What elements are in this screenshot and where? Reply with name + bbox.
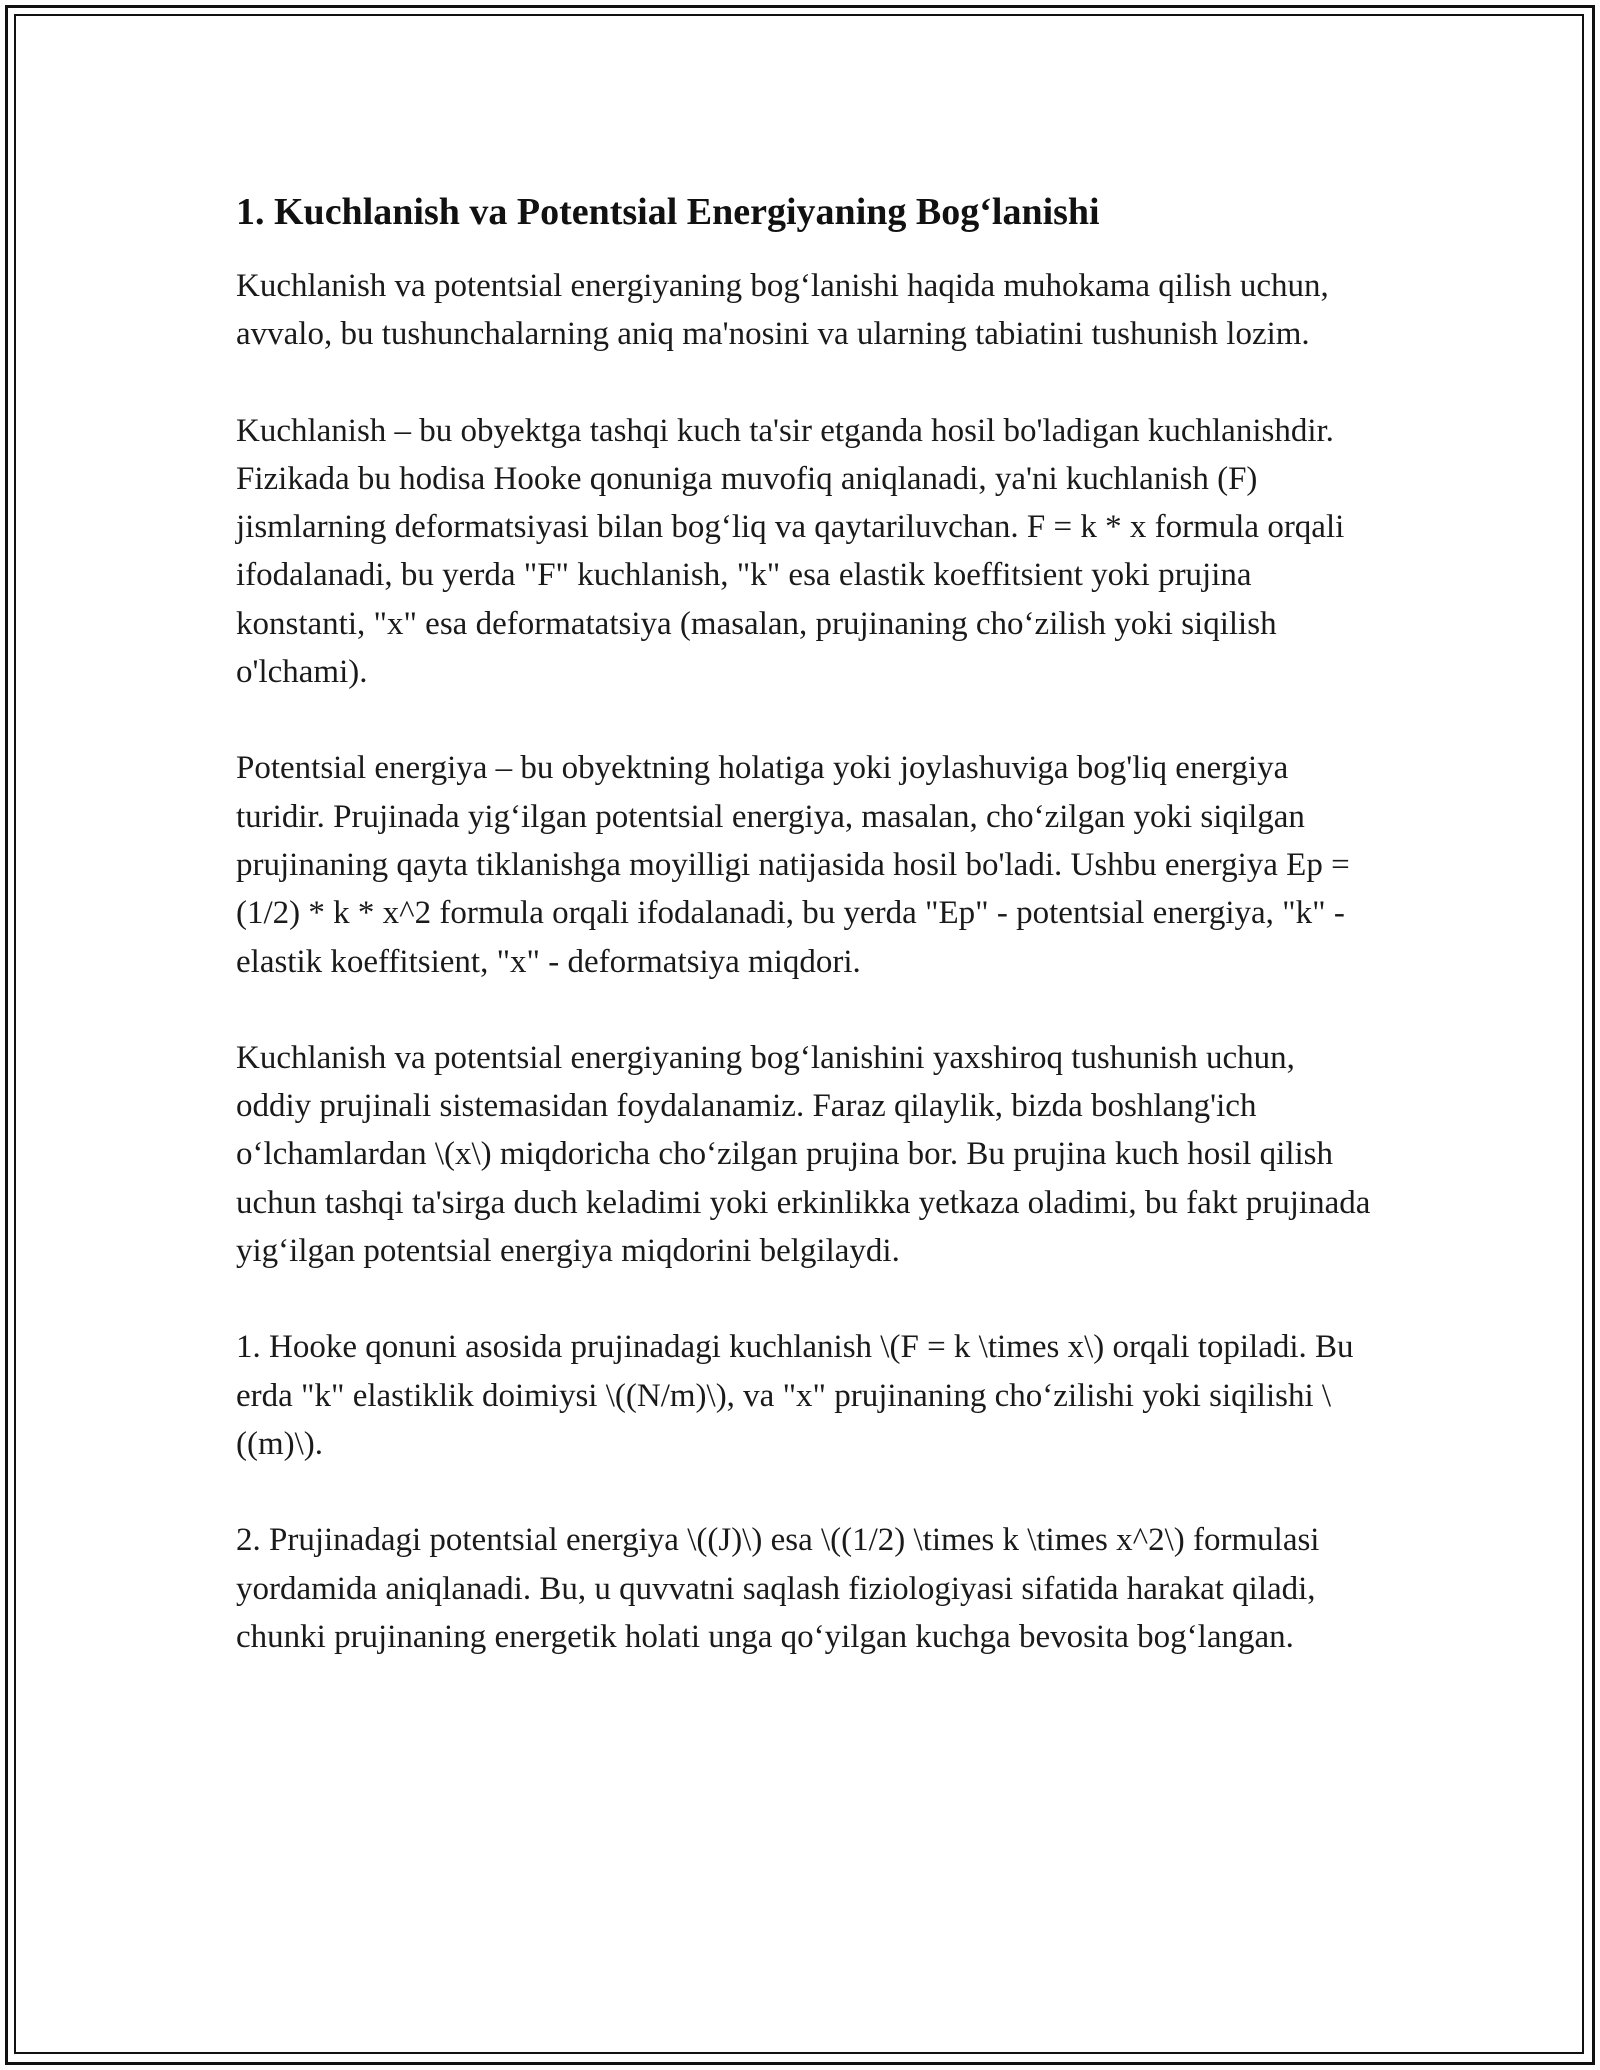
paragraph-potentsial-energiya: Potentsial energiya – bu obyektning holatiga yoki joylashuviga bog'liq energiya turidir. Prujinada yig‘ilgan potentsial energiya, masalan, cho‘zilgan yoki siqilgan prujinaning qayta tiklanishga moyilligi natijasida hosil bo'ladi. Ushbu energiya Ep = (1/2) * k * x^2 formula orqali ifodalanadi, bu yerda "Ep" - potentsial energiya, "k" - elastik koeffitsient, "x" - deformatsiya miqdori. xyxy=(236,750,1350,980)
document-body xyxy=(236,186,1376,1709)
document-heading: 1. Kuchlanish va Potentsial Energiyaning Bog‘lanishi xyxy=(236,191,1100,233)
paragraph-prujinali-sistema: Kuchlanish va potentsial energiyaning bog‘lanishini yaxshiroq tushunish uchun, oddiy prujinali sistemasidan foydalanamiz. Faraz qilaylik, bizda boshlang'ich o‘lchamlardan \(x\) miqdoricha cho‘zilgan prujina bor. Bu prujina kuch hosil qilish uchun tashqi ta'sirga duch keladimi yoki erkinlikka yetkaza oladimi, bu fakt prujinada yig‘ilgan potentsial energiya miqdorini belgilaydi. xyxy=(236,1039,1371,1270)
paragraph-list-item-2: 2. Prujinadagi potentsial energiya \((J)\) esa \((1/2) \times k \times x^2\) formulasi yordamida aniqlanadi. Bu, u quvvatni saqlash fiziologiyasi sifatida harakat qiladi, chunki prujinaning energetik holati unga qo‘yilgan kuchga bevosita bog‘langan. xyxy=(236,1522,1320,1655)
paragraph-list-item-1: 1. Hooke qonuni asosida prujinadagi kuchlanish \(F = k \times x\) orqali topiladi. Bu erda "k" elastiklik doimiysi \((N/m)\), va "x" prujinaning cho‘zilishi yoki siqilishi \((m)\). xyxy=(236,1329,1354,1462)
paragraph-kuchlanish: Kuchlanish – bu obyektga tashqi kuch ta'sir etganda hosil bo'ladigan kuchlanishdir. Fizikada bu hodisa Hooke qonuniga muvofiq aniqlanadi, ya'ni kuchlanish (F) jismlarning deformatsiyasi bilan bog‘liq va qaytariluvchan. F = k * x formula orqali ifodalanadi, bu yerda "F" kuchlanish, "k" esa elastik koeffitsient yoki prujina konstanti, "x" esa deformatatsiya (masalan, prujinaning cho‘zilish yoki siqilish o'lchami). xyxy=(236,412,1345,691)
paragraph-intro: Kuchlanish va potentsial energiyaning bog‘lanishi haqida muhokama qilish uchun, avvalo, bu tushunchalarning aniq ma'nosini va ularning tabiatini tushunish lozim. xyxy=(236,268,1329,353)
